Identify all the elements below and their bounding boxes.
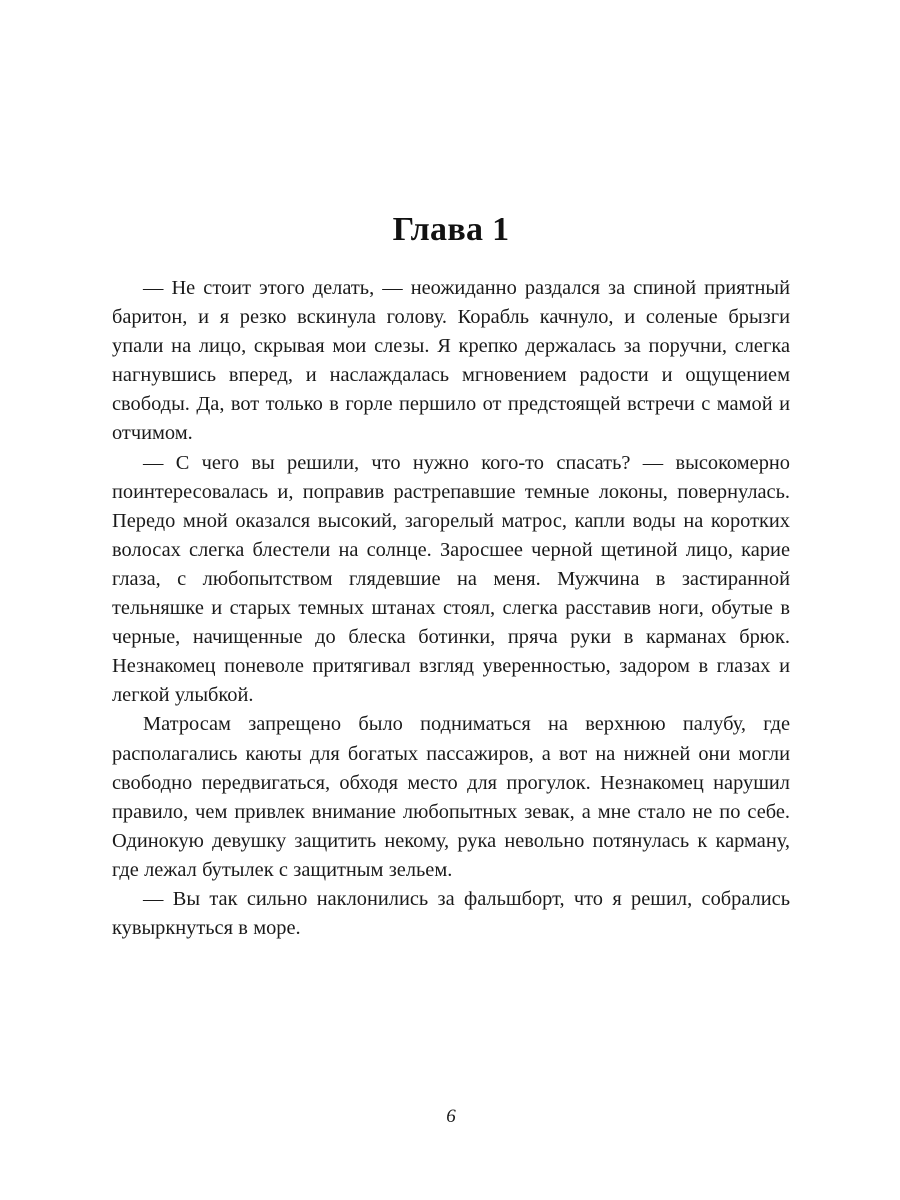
page-number: 6 [446,1106,456,1127]
paragraph: — Не стоит этого делать, — неожиданно раздался за спиной приятный баритон, и я резко вскинула голову. Корабль качнуло, и соленые брызги упали на лицо, скрывая мои слезы. Я крепко держалась за поручни, слегка нагнувшись вперед, и наслаждалась мгновением радости и ощущением свободы. Да, вот только в горле першило от предстоящей встречи с мамой и отчимом. [112,277,790,445]
paragraph: Матросам запрещено было подниматься на верхнюю палубу, где располагались каюты для богатых пассажиров, а вот на нижней они могли свободно передвигаться, обходя место для прогулок. Незнакомец нарушил правило, чем привлек внимание любопытных зевак, а мне стало не по себе. Одинокую девушку защитить некому, рука невольно потянулась к карману, где лежал бутылек с защитным зельем. [112,713,790,881]
paragraph: — С чего вы решили, что нужно кого-то спасать? — высокомерно поинтересовалась и, поправив растрепавшие темные локоны, повернулась. Передо мной оказался высокий, загорелый матрос, капли воды на коротких волосах слегка блестели на солнце. Заросшее черной щетиной лицо, карие глаза, с любопытством глядевшие на меня. Мужчина в застиранной тельняшке и старых темных штанах стоял, слегка расставив ноги, обутые в черные, начищенные до блеска ботинки, пряча руки в карманах брюк. Незнакомец поневоле притягивал взгляд уверенностью, задором в глазах и легкой улыбкой. [112,451,790,707]
paragraph: — Вы так сильно наклонились за фальшборт, что я решил, собрались кувыркнуться в море. [112,887,790,940]
chapter-title: Глава 1 [392,211,510,248]
body-text-block [112,274,790,943]
